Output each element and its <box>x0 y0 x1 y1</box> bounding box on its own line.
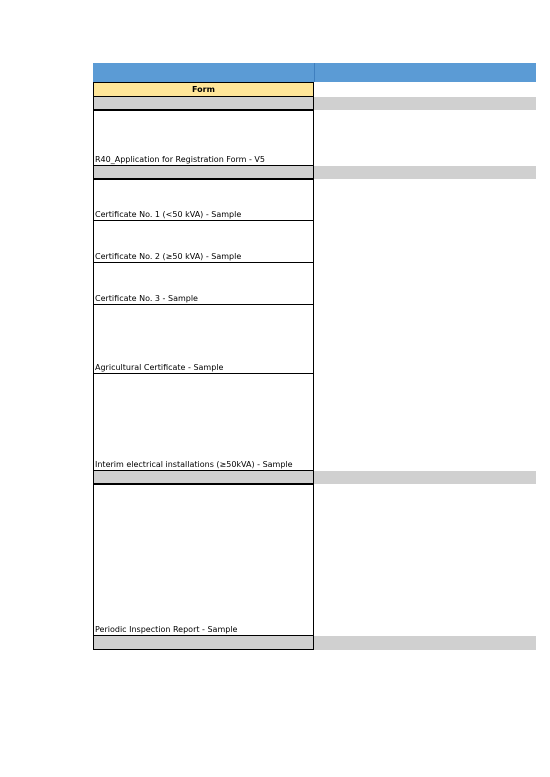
form-link[interactable]: Agricultural Certificate - Sample <box>95 363 224 372</box>
form-row[interactable] <box>93 484 314 636</box>
title-bar-cell <box>93 63 315 82</box>
form-link[interactable]: Certificate No. 2 (≥50 kVA) - Sample <box>95 252 242 261</box>
form-row[interactable] <box>93 374 314 471</box>
form-row[interactable] <box>93 221 314 263</box>
form-row[interactable] <box>93 110 314 166</box>
form-row[interactable] <box>93 263 314 305</box>
form-link[interactable]: Interim electrical installations (≥50kVA) - Sample <box>95 460 293 469</box>
title-bar <box>93 63 536 82</box>
form-row[interactable] <box>93 179 314 221</box>
form-link[interactable]: Certificate No. 3 - Sample <box>95 294 198 303</box>
form-link[interactable]: Periodic Inspection Report - Sample <box>95 625 238 634</box>
separator-row <box>93 471 536 484</box>
separator-row <box>93 97 536 110</box>
form-link[interactable]: Certificate No. 1 (<50 kVA) - Sample <box>95 210 242 219</box>
form-link[interactable]: R40_Application for Registration Form - V5 <box>95 155 265 164</box>
separator-row <box>93 166 536 179</box>
form-row[interactable] <box>93 305 314 374</box>
separator-row <box>93 636 536 650</box>
column-header-form: Form <box>93 82 314 97</box>
